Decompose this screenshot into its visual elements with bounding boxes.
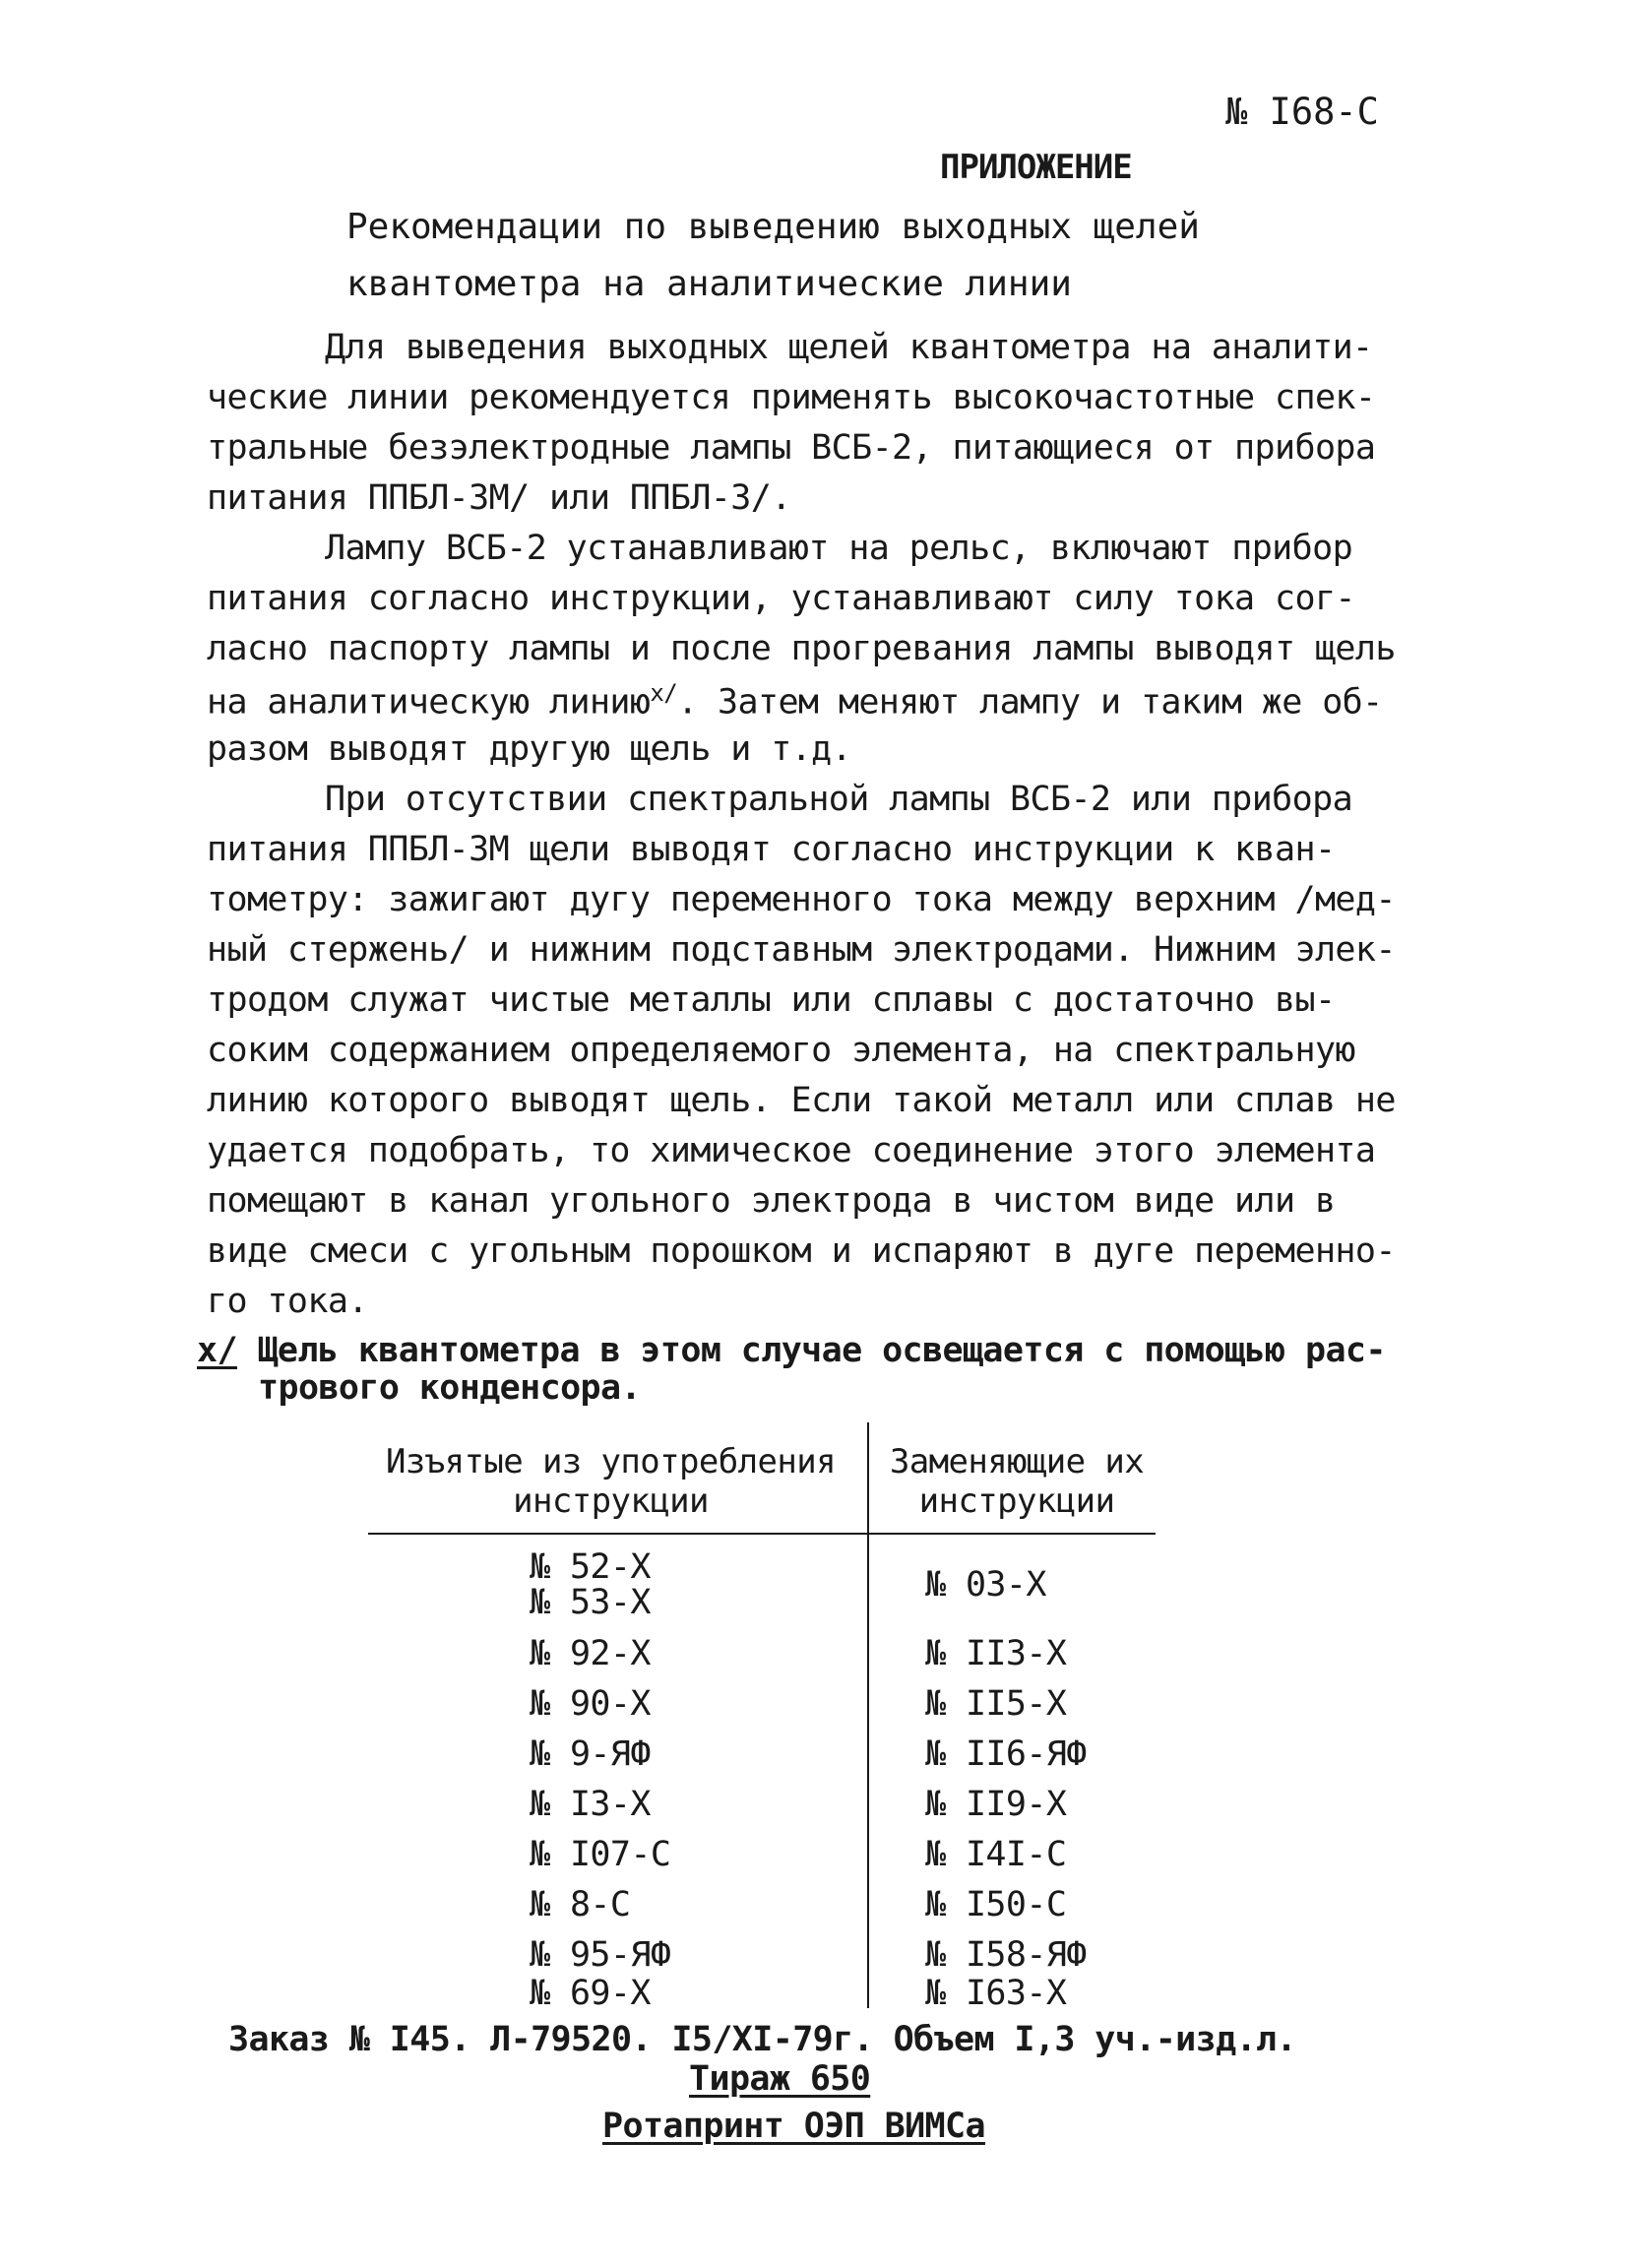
header-withdrawn [354, 1442, 867, 1521]
body-text: на аналитическую линию [207, 682, 651, 723]
withdrawn-cell: № 52-Х [530, 1547, 651, 1587]
withdrawn-cell: № 92-Х [530, 1634, 651, 1673]
replacing-cell: № II3-Х [925, 1634, 1067, 1673]
header-replacing [869, 1442, 1164, 1521]
replacing-cell: № II9-Х [925, 1785, 1067, 1824]
body-line: тродом служат чистые металлы или сплавы с достаточно вы- [207, 980, 1336, 1020]
title-line-2: квантометра на аналитические линии [346, 264, 1072, 304]
header-replacing-line-1: Заменяющие их [889, 1442, 1145, 1481]
replacing-cell: № II6-ЯФ [925, 1734, 1087, 1774]
body-line: питания согласно инструкции, устанавливают силу тока сог- [207, 579, 1355, 618]
order-line: Заказ № I45. Л-79520. I5/XI-79г. Объем I,3 уч.-изд.л. [228, 2020, 1297, 2059]
body-line: тометру: зажигают дугу переменного тока между верхним /мед- [207, 880, 1396, 919]
title-line-1: Рекомендации по выведению выходных щелей [346, 207, 1200, 247]
body-text: . Затем меняют лампу и таким же об- [677, 682, 1383, 723]
footnote-line-1 [197, 1331, 1386, 1370]
withdrawn-cell: № 69-Х [530, 1974, 651, 2013]
document-number: № I68-С [1225, 91, 1379, 133]
withdrawn-cell: № 53-Х [530, 1583, 651, 1622]
body-line: го тока. [207, 1282, 368, 1321]
body-line: линию которого выводят щель. Если такой металл или сплав не [207, 1081, 1396, 1120]
body-line: помещают в канал угольного электрода в чистом виде или в [207, 1181, 1336, 1221]
body-line: соким содержанием определяемого элемента, на спектральную [207, 1031, 1355, 1070]
body-line: удается подобрать, то химическое соединение этого элемента [207, 1131, 1376, 1170]
replacing-cell: № 03-Х [925, 1565, 1046, 1605]
body-line: При отсутствии спектральной лампы ВСБ-2 или прибора [325, 780, 1353, 819]
body-line: ческие линии рекомендуется применять высокочастотные спек- [207, 378, 1376, 417]
body-line: ный стержень/ и нижним подставным электродами. Нижним элек- [207, 930, 1396, 970]
body-line: Для выведения выходных щелей квантометра на аналити- [325, 328, 1373, 367]
withdrawn-cell: № 8-С [530, 1885, 631, 1924]
body-line: ласно паспорту лампы и после прогревания лампы выводят щель [207, 629, 1396, 668]
body-line: разом выводят другую щель и т.д. [207, 729, 852, 769]
withdrawn-cell: № 9-ЯФ [530, 1734, 651, 1774]
body-line: питания ППБЛ-3М/ или ППБЛ-3/. [207, 478, 791, 518]
withdrawn-cell: № 95-ЯФ [530, 1935, 671, 1975]
body-line: виде смеси с угольным порошком и испаряют в дуге переменно- [207, 1231, 1396, 1271]
replacing-cell: № II5-Х [925, 1684, 1067, 1724]
withdrawn-cell: № 90-Х [530, 1684, 651, 1724]
print-run: Тираж 650 [689, 2059, 871, 2099]
footnote-marker: x/ [197, 1331, 237, 1370]
appendix-heading: ПРИЛОЖЕНИЕ [940, 148, 1132, 187]
header-replacing-line-2: инструкции [918, 1481, 1115, 1521]
body-line: Лампу ВСБ-2 устанавливают на рельс, включают прибор [325, 529, 1353, 568]
footnote-line-2: трового конденсора. [258, 1368, 641, 1408]
replacing-cell: № I50-С [925, 1885, 1067, 1924]
withdrawn-cell: № I07-С [530, 1835, 671, 1874]
replacing-cell: № I4I-С [925, 1835, 1067, 1874]
replacing-cell: № I58-ЯФ [925, 1935, 1087, 1975]
table-header-rule [368, 1533, 1156, 1535]
body-line: тральные безэлектродные лампы ВСБ-2, питающиеся от прибора [207, 428, 1376, 468]
withdrawn-cell: № I3-Х [530, 1785, 651, 1824]
header-withdrawn-line-1: Изъятые из употребления [385, 1442, 836, 1481]
header-withdrawn-line-2: инструкции [513, 1481, 709, 1521]
body-line [207, 679, 1383, 723]
footnote-reference: x/ [650, 679, 678, 707]
publisher: Ротапринт ОЭП ВИМСа [602, 2107, 985, 2146]
footnote-text: Щель квантометра в этом случае освещается с помощью рас- [257, 1331, 1386, 1370]
replacement-table [354, 1422, 1161, 2013]
replacing-cell: № I63-Х [925, 1974, 1067, 2013]
body-line: питания ППБЛ-3М щели выводят согласно инструкции к кван- [207, 830, 1336, 869]
